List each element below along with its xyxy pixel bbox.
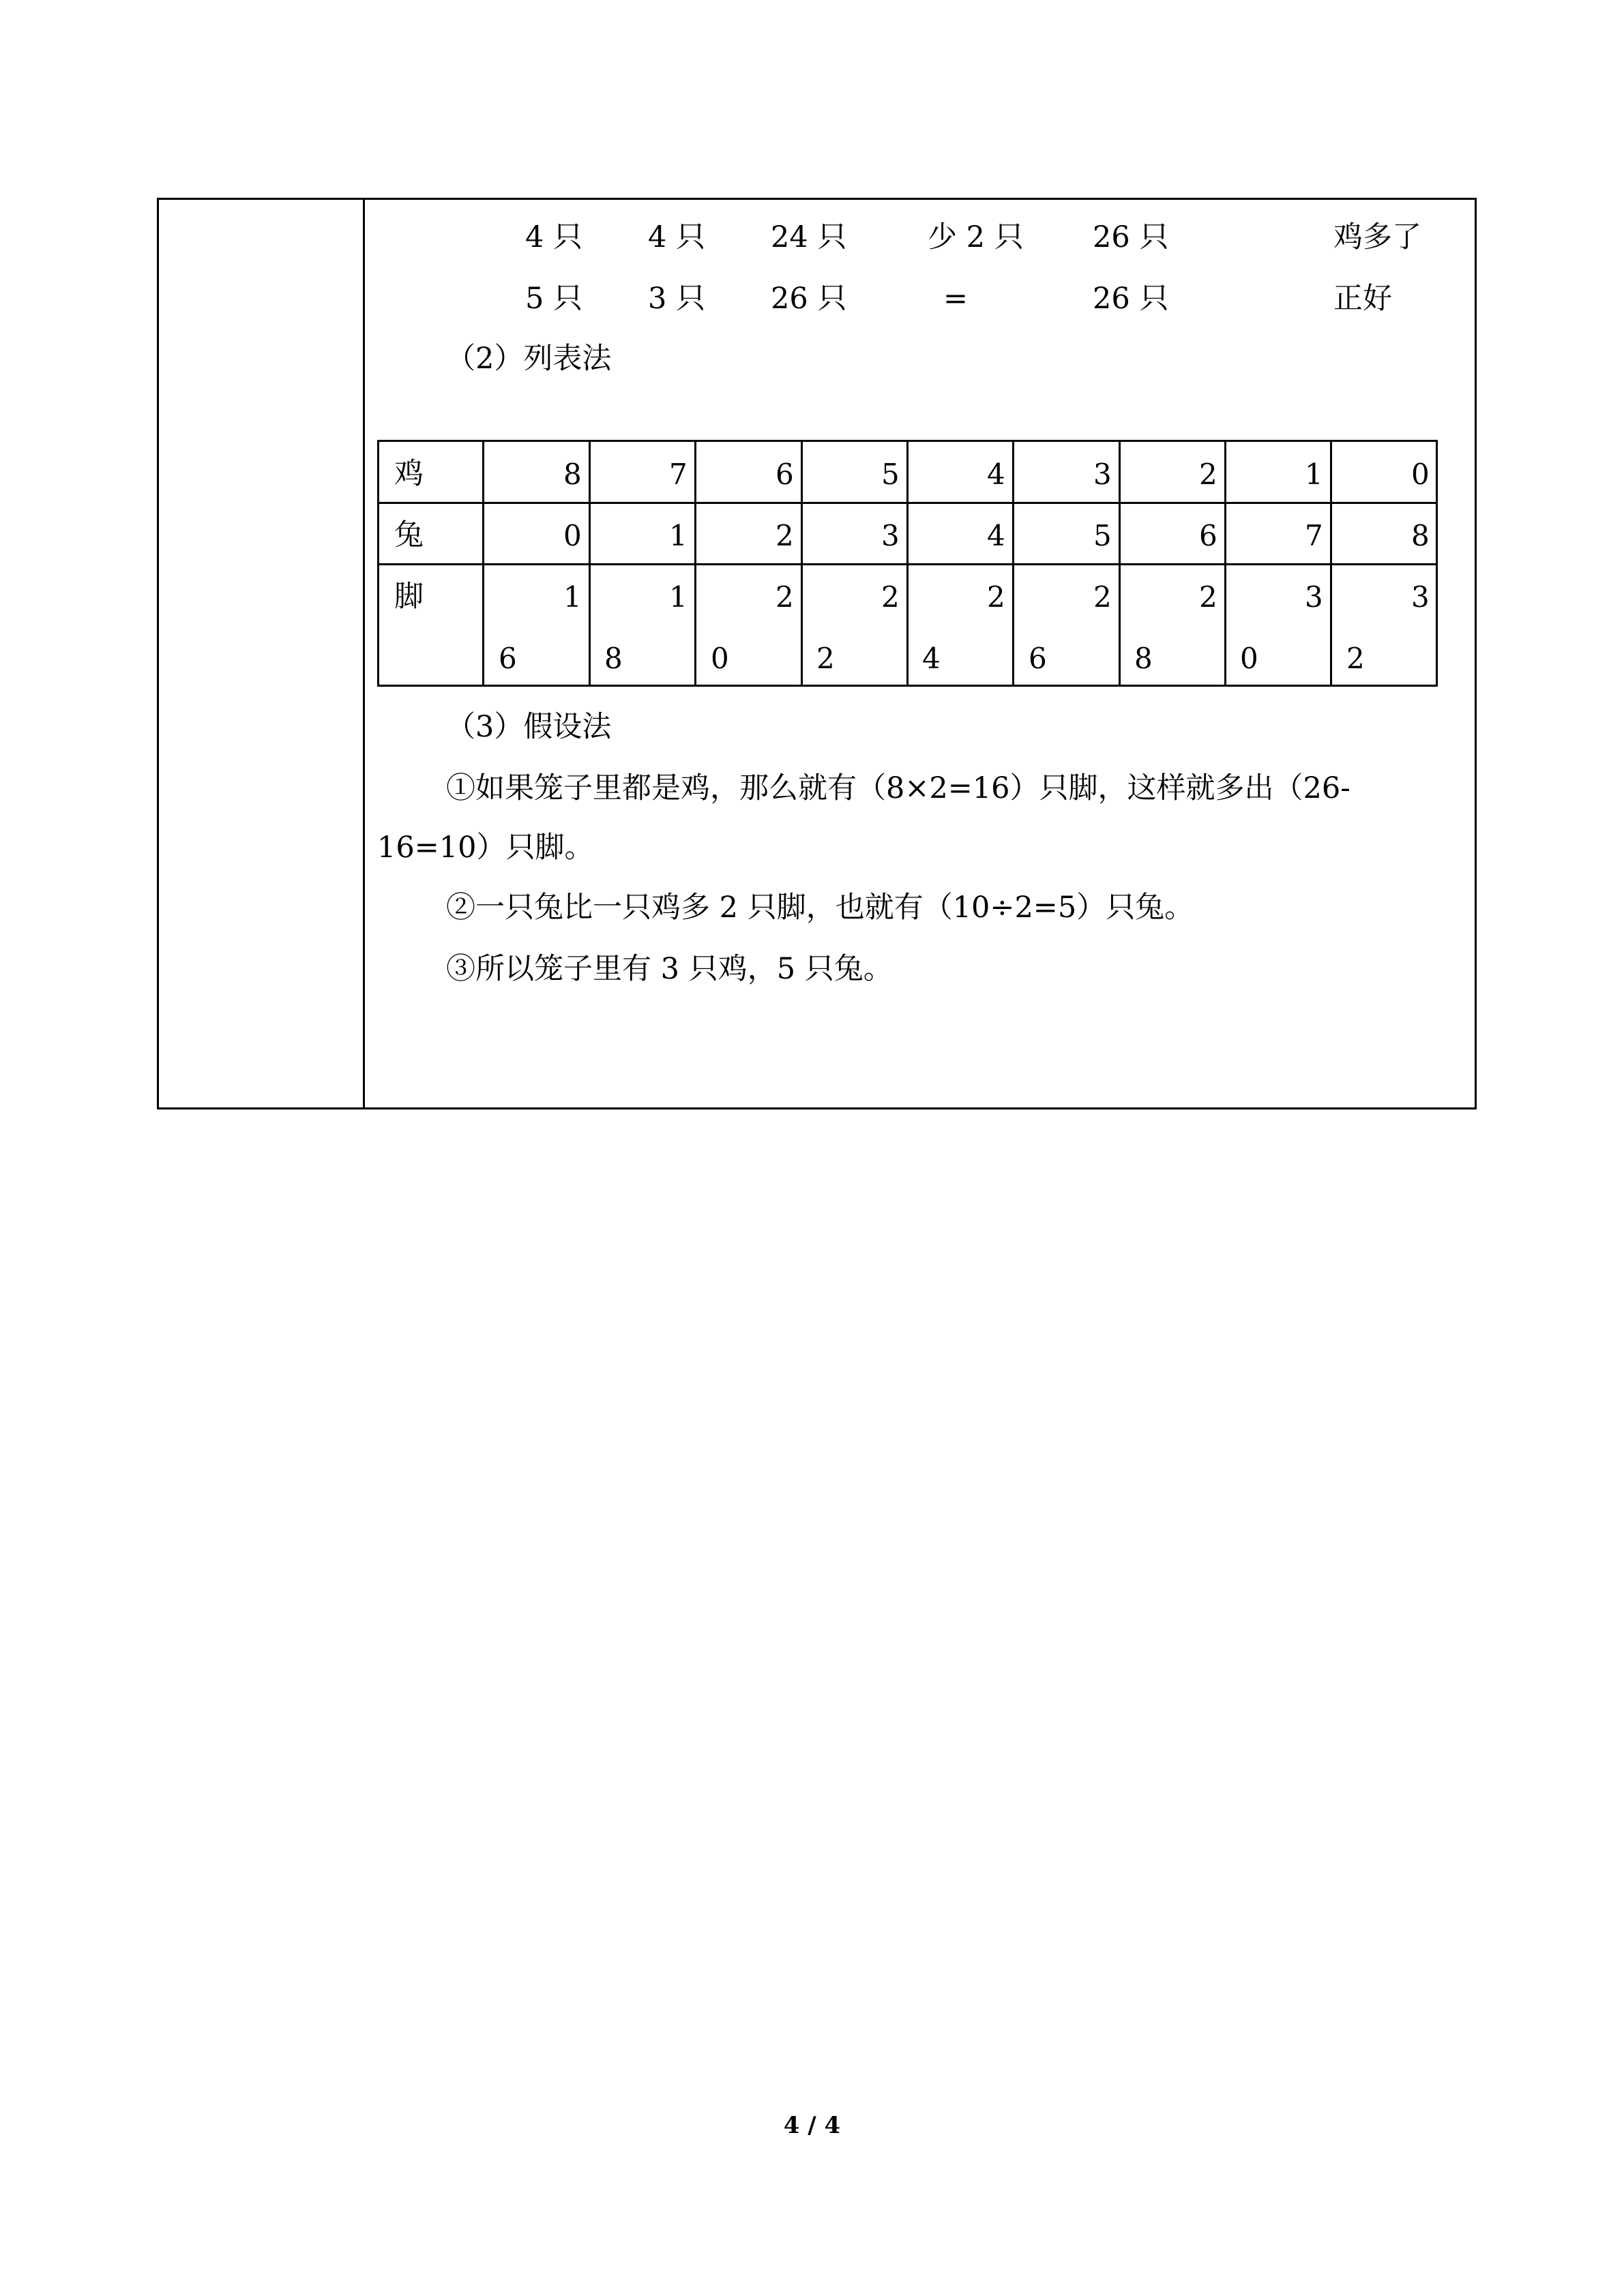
row-label-rabbit: 兔	[394, 518, 424, 552]
feet-cell-units: 0	[711, 642, 729, 675]
m1-r1-target: 26 只	[1093, 220, 1169, 254]
rabbit-cell: 5	[1093, 519, 1112, 552]
chicken-cell: 6	[776, 458, 794, 491]
chicken-cell: 8	[563, 458, 582, 491]
m1-r2-target: 26 只	[1093, 282, 1169, 316]
paragraph-3: ③所以笼子里有 3 只鸡，5 只兔。	[446, 952, 893, 986]
rabbit-cell: 7	[1305, 519, 1323, 552]
rabbit-cell: 2	[776, 519, 794, 552]
table-vline	[1224, 442, 1226, 685]
m1-r2-rabbit: 3 只	[648, 282, 706, 316]
feet-cell-tens: 3	[1411, 580, 1430, 614]
table-vline	[801, 442, 803, 685]
table-vline	[694, 442, 696, 685]
feet-cell-tens: 2	[1093, 580, 1112, 614]
rabbit-cell: 4	[987, 519, 1005, 552]
row-label-chicken: 鸡	[394, 457, 424, 491]
paragraph-1-line-2: 16=10）只脚。	[377, 831, 594, 865]
m1-r2-diff: =	[943, 282, 969, 316]
m1-r1-result: 鸡多了	[1333, 220, 1421, 254]
feet-cell-tens: 2	[881, 580, 900, 614]
feet-cell-units: 8	[1134, 642, 1153, 675]
rabbit-cell: 0	[563, 519, 582, 552]
table-vline	[482, 442, 484, 685]
m1-r1-feet: 24 只	[771, 220, 847, 254]
feet-cell-tens: 2	[1199, 580, 1217, 614]
feet-cell-tens: 2	[776, 580, 794, 614]
page-number: 4 / 4	[783, 2112, 841, 2139]
chicken-cell: 2	[1199, 458, 1217, 491]
chicken-cell: 1	[1305, 458, 1323, 491]
table-vline	[1119, 442, 1121, 685]
table-vline	[1012, 442, 1014, 685]
chicken-cell: 0	[1411, 458, 1430, 491]
m1-r2-result: 正好	[1333, 282, 1392, 316]
rabbit-cell: 8	[1411, 519, 1430, 552]
chicken-cell: 3	[1093, 458, 1112, 491]
table-vline	[906, 442, 909, 685]
feet-cell-units: 2	[1346, 642, 1365, 675]
method2-title: （2）列表法	[446, 342, 612, 376]
feet-cell-units: 8	[604, 642, 623, 675]
feet-cell-units: 6	[499, 642, 517, 675]
chicken-cell: 5	[881, 458, 900, 491]
row-label-feet: 脚	[394, 580, 424, 614]
enumeration-table	[377, 440, 1438, 687]
m1-r2-feet: 26 只	[771, 282, 847, 316]
feet-cell-tens: 3	[1305, 580, 1323, 614]
paragraph-1-line-1: ①如果笼子里都是鸡，那么就有（8×2=16）只脚，这样就多出（26-	[446, 771, 1350, 805]
rabbit-cell: 3	[881, 519, 900, 552]
feet-cell-units: 4	[922, 642, 941, 675]
feet-cell-tens: 2	[987, 580, 1005, 614]
m1-r1-chicken: 4 只	[525, 220, 583, 254]
feet-cell-tens: 1	[563, 580, 582, 614]
table-vline	[589, 442, 591, 685]
feet-cell-units: 6	[1029, 642, 1047, 675]
column-divider	[363, 200, 365, 1107]
feet-cell-units: 2	[816, 642, 835, 675]
chicken-cell: 4	[987, 458, 1005, 491]
m1-r1-diff: 少 2 只	[928, 220, 1024, 254]
method3-title: （3）假设法	[446, 710, 612, 744]
m1-r2-chicken: 5 只	[525, 282, 583, 316]
chicken-cell: 7	[669, 458, 688, 491]
rabbit-cell: 1	[669, 519, 688, 552]
rabbit-cell: 6	[1199, 519, 1217, 552]
feet-cell-tens: 1	[669, 580, 688, 614]
feet-cell-units: 0	[1240, 642, 1258, 675]
table-vline	[1330, 442, 1332, 685]
paragraph-2: ②一只兔比一只鸡多 2 只脚，也就有（10÷2=5）只兔。	[446, 891, 1194, 925]
m1-r1-rabbit: 4 只	[648, 220, 706, 254]
